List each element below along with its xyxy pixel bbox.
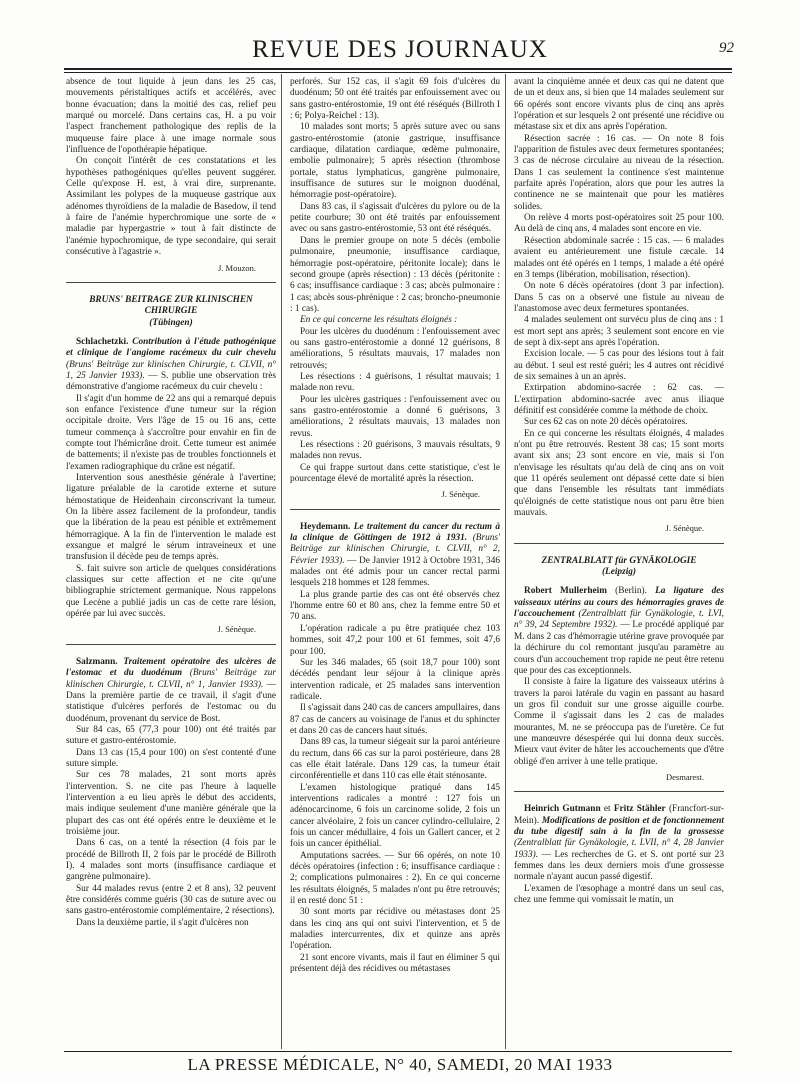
article-divider xyxy=(514,791,724,792)
paragraph: Pour les ulcères gastriques : l'enfouissement avec ou sans gastro-entérostomie a donné 6 guérisons, 3 améliorations, 2 résultats mauvais, 13 malades non revus. xyxy=(290,394,500,439)
author-city: (Francfort-sur-Mein). xyxy=(514,804,724,826)
paragraph: Sur 44 malades revus (entre 2 et 8 ans), 32 peuvent être considérés comme guéris (30 cas de suture avec ou sans gastro-entérostomie complémentaire, 2 résections). xyxy=(66,883,276,917)
article-source: (Bruns' Beiträge zur klinischen Chirurgie, t. CLVII, n° 1, 25 Janvier 1933). xyxy=(66,359,276,381)
author-signature: J. Mouzon. xyxy=(217,262,256,273)
paragraph: Il s'agit d'un homme de 22 ans qui a remarqué depuis son enfance l'existence d'une tumeur sur la région occipitale droite. Vers l'âge de 15 ou 16 ans, cette tumeur commença à s'accroître pour envahir en fin de compte tout l'hémicrâne droit. Cette tumeur est animée de battements; il n'existe pas de troubles fonctionnels et l'examen radiographique du crâne est négatif. xyxy=(66,393,276,472)
paragraph: La plus grande partie des cas ont été observés chez l'homme entre 60 et 80 ans, chez la femme entre 50 et 70 ans. xyxy=(290,589,500,623)
header-rule-thin xyxy=(64,72,732,73)
article-author: Heinrich Gutmann xyxy=(524,804,601,815)
article-heading xyxy=(66,657,276,725)
paragraph: Dans 6 cas, on a tenté la résection (4 fois par le procédé de Billroth II, 2 fois par le procédé de Billroth I). 4 malades sont morts (insuffisance cardiaque et gangrène pulmonaire). xyxy=(66,838,276,883)
column-3 xyxy=(514,77,724,1047)
footer-rule xyxy=(64,1051,732,1052)
article-source: (Bruns' Beiträge zur klinischen Chirurgie, t. CLVII, n° 2, Février 1933). xyxy=(290,533,500,566)
article-heading xyxy=(66,337,276,394)
paragraph: Les résections : 20 guérisons, 3 mauvais résultats, 9 malades non revus. xyxy=(290,440,500,462)
paragraph: 10 malades sont morts; 5 après suture avec ou sans gastro-entérostomie (atonie gastrique, insuffisance cardiaque, dilatation cardiaque, œdème pulmonaire, embolie pulmonaire); 5 après résection (thrombose portale, status lymphaticus, gangrène pulmonaire, insuffisance de sutures sur le moignon duodénal, hémorragie post-opératoire). xyxy=(290,122,500,201)
article-title: Contribution à l'étude pathogénique et clinique de l'angiome racémeux du cuir chevelu xyxy=(66,336,276,359)
journal-city: (Leipzig) xyxy=(601,567,637,578)
column-1 xyxy=(66,77,276,1047)
article-divider xyxy=(66,282,276,283)
paragraph: Intervention sous anesthésie générale à l'avertine; ligature préalable de la carotide externe et suture hémostatique de Heidenhain circonscrivant la tumeur. On la libère assez facilement de la profondeur, tandis que la libération de la peau est pénible et extrêmement hémorragique. A la fin de l'intervention le malade est exsangue et malgré le sérum intraveineux et une transfusion il décède peu de temps après. xyxy=(66,473,276,563)
paragraph: On note 6 décès opératoires (dont 3 par infection). Dans 5 cas on a observé une fistule au niveau de l'anastomose avec deux fermetures spontanées. xyxy=(514,281,724,314)
paragraph: Sur les 346 malades, 65 (soit 18,7 pour 100) sont décédés pendant leur séjour à la clinique après intervention radicale, et 25 malades sans intervention radicale. xyxy=(290,657,500,702)
paragraph: Sur 84 cas, 65 (77,3 pour 100) ont été traités par suture et gastro-entérostomie. xyxy=(66,724,276,747)
paragraph: Dans le premier groupe on note 5 décès (embolie pulmonaire, pneumonie, insuffisance cardiaque, hémorragie post-opératoire, péritonite locale); dans le second groupe (après résection) : 13 décès (péritonite : 6 cas; insuffisance cardiaque : 3 cas; abcès pulmonaire : 1 cas; abcès sous-phrénique : 2 cas; broncho-pneumonie : 1 cas). xyxy=(290,235,500,314)
paragraph: Dans la deuxième partie, il s'agit d'ulcères non xyxy=(76,917,249,928)
paragraph: avant la cinquième année et deux cas qui ne datent que de un et deux ans, si bien que 14 malades seulement sur 66 opérés sont encore vivants plus de cinq ans après l'opération et sur lesquels 2 ont présenté une récidive ou métastase six et dix ans après l'opération. xyxy=(514,77,724,133)
article-author: Heydemann. xyxy=(300,521,351,532)
article-source: (Zentralblatt für Gynäkologie, t. LVI, n° 39, 24 Septembre 1932). xyxy=(514,609,724,631)
header-rule xyxy=(64,68,732,70)
article-title: Modifications de position et de fonctionnement du tube digestif sain à la fin de la grossesse xyxy=(514,815,724,837)
article-author: Fritz Stähler xyxy=(613,804,666,815)
article-title: La ligature des vaisseaux utérins au cours des hémorragies graves de l'accouchement xyxy=(514,586,724,620)
paragraph: L'examen de l'œsophage a montré dans un seul cas, chez une femme qui vomissait le matin, un xyxy=(514,883,724,906)
journal-title: BRUNS' BEITRAGE ZUR KLINISCHEN CHIRURGIE xyxy=(89,294,253,317)
paragraph: En ce qui concerne les résultats éloignés : xyxy=(300,315,458,326)
article-author: Salzmann. xyxy=(76,656,118,667)
journal-city: (Tübingen) xyxy=(149,317,193,328)
author-signature: J. Sénèque. xyxy=(665,523,704,534)
paragraph: On conçoit l'intérêt de ces constatations et les hypothèses pathogéniques qu'elles peuvent suggérer. Celle qu'expose H. est, à vrai dire, surprenante. Assimilant les polypes de la muqueuse gastrique aux adénomes thyroïdiens de la maladie de Basedow, il tend à faire de l'anémie hyperchromique une sorte de « maladie par hypergastrie » tout à fait distincte de l'anémie hypochromique, de type secondaire, qui serait consécutive à l'agastrie ». xyxy=(66,156,276,258)
paragraph: Dans 13 cas (15,4 pour 100) on s'est contenté d'une suture simple. xyxy=(66,747,276,769)
article-heading xyxy=(514,586,724,677)
page-header-title: REVUE DES JOURNAUX xyxy=(252,36,548,63)
paragraph: perforés. Sur 152 cas, il s'agit 69 fois d'ulcères du duodénum; 50 ont été traités par enfouissement avec ou sans gastro-entérostomie, 19 ont été réséqués (Billroth I : 6; Polya-Reichel : 13). xyxy=(290,77,500,122)
paragraph: 30 sont morts par récidive ou métastases dont 25 dans les cinq ans qui ont suivi l'intervention, et 5 de maladies intercurrentes, dix et quinze ans après l'opération. xyxy=(290,907,500,952)
article-author: Robert Mullerheim xyxy=(524,586,608,597)
column-2 xyxy=(290,77,500,1047)
paragraph: Les résections : 4 guérisons, 1 résultat mauvais; 1 malade non revu. xyxy=(290,371,500,394)
author-city: (Berlin). xyxy=(615,586,647,597)
article-source: (Zentralblatt für Gynäkologie, t. LVII, n° 4, 28 Janvier 1933). xyxy=(514,838,724,860)
paragraph: Pour les ulcères du duodénum : l'enfouissement avec ou sans gastro-entérostomie a donné 12 guérisons, 8 améliorations, 5 résultats mauvais, 17 malades non retrouvés; xyxy=(290,326,500,371)
paragraph: 21 sont encore vivants, mais il faut en éliminer 5 qui présentent déjà des récidives ou métastases xyxy=(290,952,500,975)
journal-title: ZENTRALBLATT für GYNÄKOLOGIE xyxy=(541,555,697,566)
article-title: Traitement opératoire des ulcères de l'estomac et du duodénum xyxy=(66,656,276,679)
paragraph: Sur ces 78 malades, 21 sont morts après l'intervention. S. ne cite pas l'heure à laquelle l'intervention a eu lieu après le début des accidents, mais indique seulement d'une manière générale que la plupart des cas ont été opérés entre le deuxième et le troisième jour. xyxy=(66,770,276,837)
paragraph: Il consiste à faire la ligature des vaisseaux utérins à travers la paroi latérale du vagin en passant au hasard un gros fil conduit sur une grosse aiguille courbe. Comme il s'agissait dans les 2 cas de malades mourantes, M. ne se préoccupa pas de l'uretère. Ce fut une manœuvre désespérée qui lui donna deux succès. Mieux vaut éviter de hâter les accouchements que d'être obligé d'en arriver à une telle pratique. xyxy=(514,677,724,767)
article-lead: — De Janvier 1912 à Octobre 1931, 346 malades ont été admis pour un cancer rectal parmi lesquels 218 hommes et 128 femmes. xyxy=(290,555,500,589)
paragraph: Amputations sacrées. — Sur 66 opérés, on note 10 décès opératoires (infection : 6; insuffisance cardiaque : 2; complications pulmonaires : 2). En ce qui concerne les résultats éloignés, 5 malades n'ont pu être retrouvés; il en resté donc 51 : xyxy=(290,850,500,907)
paragraph: S. fait suivre son article de quelques considérations classiques sur cette affection et ne cite qu'une bibliographie strictement germanique. Nous rappelons que Lecène a publié jadis un cas de cette rare lésion, opérée par lui avec succès. xyxy=(66,563,276,620)
article-title: Le traitement du cancer du rectum à la clinique de Göttingen de 1912 à 1931. xyxy=(290,521,500,544)
article-source: (Bruns' Beiträge zur klinischen Chirurgie, t. CLVII, n° 1, Janvier 1933). xyxy=(66,668,276,690)
paragraph: Excision locale. — 5 cas pour des lésions tout à fait au début. 1 seul est resté guéri; les 4 autres ont récidivé de six semaines à un an après. xyxy=(514,349,724,382)
article-lead: — S. publie une observation très démonstrative d'angiome racémeux du cuir chevelu : xyxy=(66,370,276,393)
paragraph: Résection sacrée : 16 cas. — On note 8 fois l'apparition de fistules avec deux fermetures spontanées; 3 cas de nécrose circulaire au niveau de la résection. Dans 1 cas seulement la continence s'est maintenue parfaite après l'opération, alors que pour les autres la continence ne se maintenait que pour les matières solides. xyxy=(514,133,724,212)
article-lead: — Le procédé appliqué par M. dans 2 cas d'hémorragie utérine grave provoquée par la déchirure du col remontant jusqu'au paramètre au cours d'un accouchement trop rapide ne peut être retenu que pour des cas exceptionnels. xyxy=(514,620,724,676)
column-divider xyxy=(505,74,506,1049)
paragraph: L'opération radicale a pu être pratiquée chez 103 hommes, soit 47,2 pour 100 et 61 femmes, soit 47,6 pour 100. xyxy=(290,623,500,657)
paragraph: Résection abdominale sacrée : 15 cas. — 6 malades avaient eu antérieurement une fistule cæcale. 14 malades ont été opérés en 1 temps, 1 malade a été opéré en 3 temps (libération, mobilisation, résection). xyxy=(514,235,724,280)
column-divider xyxy=(281,74,282,1049)
paragraph: Ce qui frappe surtout dans cette statistique, c'est le pourcentage élevé de mortalité après la résection. xyxy=(290,462,500,485)
article-divider xyxy=(66,644,276,645)
author-signature: J. Sénèque. xyxy=(441,489,480,500)
article-divider xyxy=(290,509,500,510)
paragraph: Extirpation abdomino-sacrée : 62 cas. — L'extirpation abdomino-sacrée avec anus iliaque définitif est considérée comme la méthode de choix. xyxy=(514,383,724,416)
article-lead: — Dans la première partie de ce travail, il s'agit d'une statistique d'ulcères perforés de l'estomac ou du duodénum, provenant du service de Bost. xyxy=(66,679,276,724)
paragraph: L'examen histologique pratiqué dans 145 interventions radicales a montré : 127 fois un adénocarcinome, 6 fois un carcinome solide, 2 fois un cancer alvéolaire, 2 fois un cancer cylindro-cellulaire, 2 fois un cancer médullaire, 4 fois un Gallert cancer, et 2 fois un cancer épithélial. xyxy=(290,782,500,850)
paragraph: Dans 83 cas, il s'agissait d'ulcères du pylore ou de la petite courbure; 30 ont été traités par enfouissement avec ou sans gastro-entérostomie, 53 ont été réséqués. xyxy=(290,201,500,235)
paragraph: Dans 89 cas, la tumeur siégeait sur la paroi antérieure du rectum, dans 66 cas sur la paroi postérieure, dans 28 cas elle était latérale. Dans 129 cas, la tumeur était circonférentielle et dans 110 cas elle était sténosante. xyxy=(290,737,500,782)
paragraph: Sur ces 62 cas on note 20 décès opératoires. xyxy=(524,417,688,428)
page-footer: LA PRESSE MÉDICALE, N° 40, SAMEDI, 20 MAI 1933 xyxy=(187,1055,613,1074)
article-divider xyxy=(514,543,724,544)
paragraph: On relève 4 morts post-opératoires soit 25 pour 100. Au delà de cinq ans, 4 malades sont encore en vie. xyxy=(514,213,724,235)
conjunction: et xyxy=(603,804,611,815)
paragraph: Il s'agissait dans 240 cas de cancers ampullaires, dans 87 cas de cancers au voisinage de l'anus et du sphincter et dans 20 cas de cancers haut situés. xyxy=(290,703,500,736)
paragraph: En ce qui concerne les résultats éloignés, 4 malades n'ont pu être retrouvés. Restent 38 cas; 15 sont morts avant six ans; 23 sont encore en vie, mais si l'on n'envisage les résultats qu'au delà de cinq ans on voit que 11 opérés seulement ont dépassé cette date si bien que dans l'ensemble les résultats tant immédiats qu'éloignés de cette statistique nous ont paru être bien mauvais. xyxy=(514,428,724,519)
article-lead: — Les recherches de G. et S. ont porté sur 23 femmes dans les deux derniers mois d'une grossesse normale n'ayant aucun passé digestif. xyxy=(514,849,724,883)
article-heading xyxy=(514,804,724,883)
paragraph: absence de tout liquide à jeun dans les 25 cas, mouvements péristaltiques actifs et accélérés, avec bonne évacuation; dans la moitié des cas, relief peu marqué ou morcelé. Dans certains cas, H. a pu voir l'aspect franchement pathologique des replis de la muqueuse faire place à une image normale sous l'influence de l'opothérapie hépatique. xyxy=(66,77,276,156)
author-signature: Desmarest. xyxy=(665,771,704,782)
author-signature: J. Sénèque. xyxy=(217,624,256,635)
page-number: 92 xyxy=(719,40,734,56)
paragraph: 4 malades seulement ont survécu plus de cinq ans : 1 est mort sept ans après; 3 seulement sont encore en vie de sept à dix-sept ans après l'opération. xyxy=(514,315,724,348)
article-heading xyxy=(290,522,500,590)
article-author: Schlachetzki. xyxy=(76,336,129,347)
